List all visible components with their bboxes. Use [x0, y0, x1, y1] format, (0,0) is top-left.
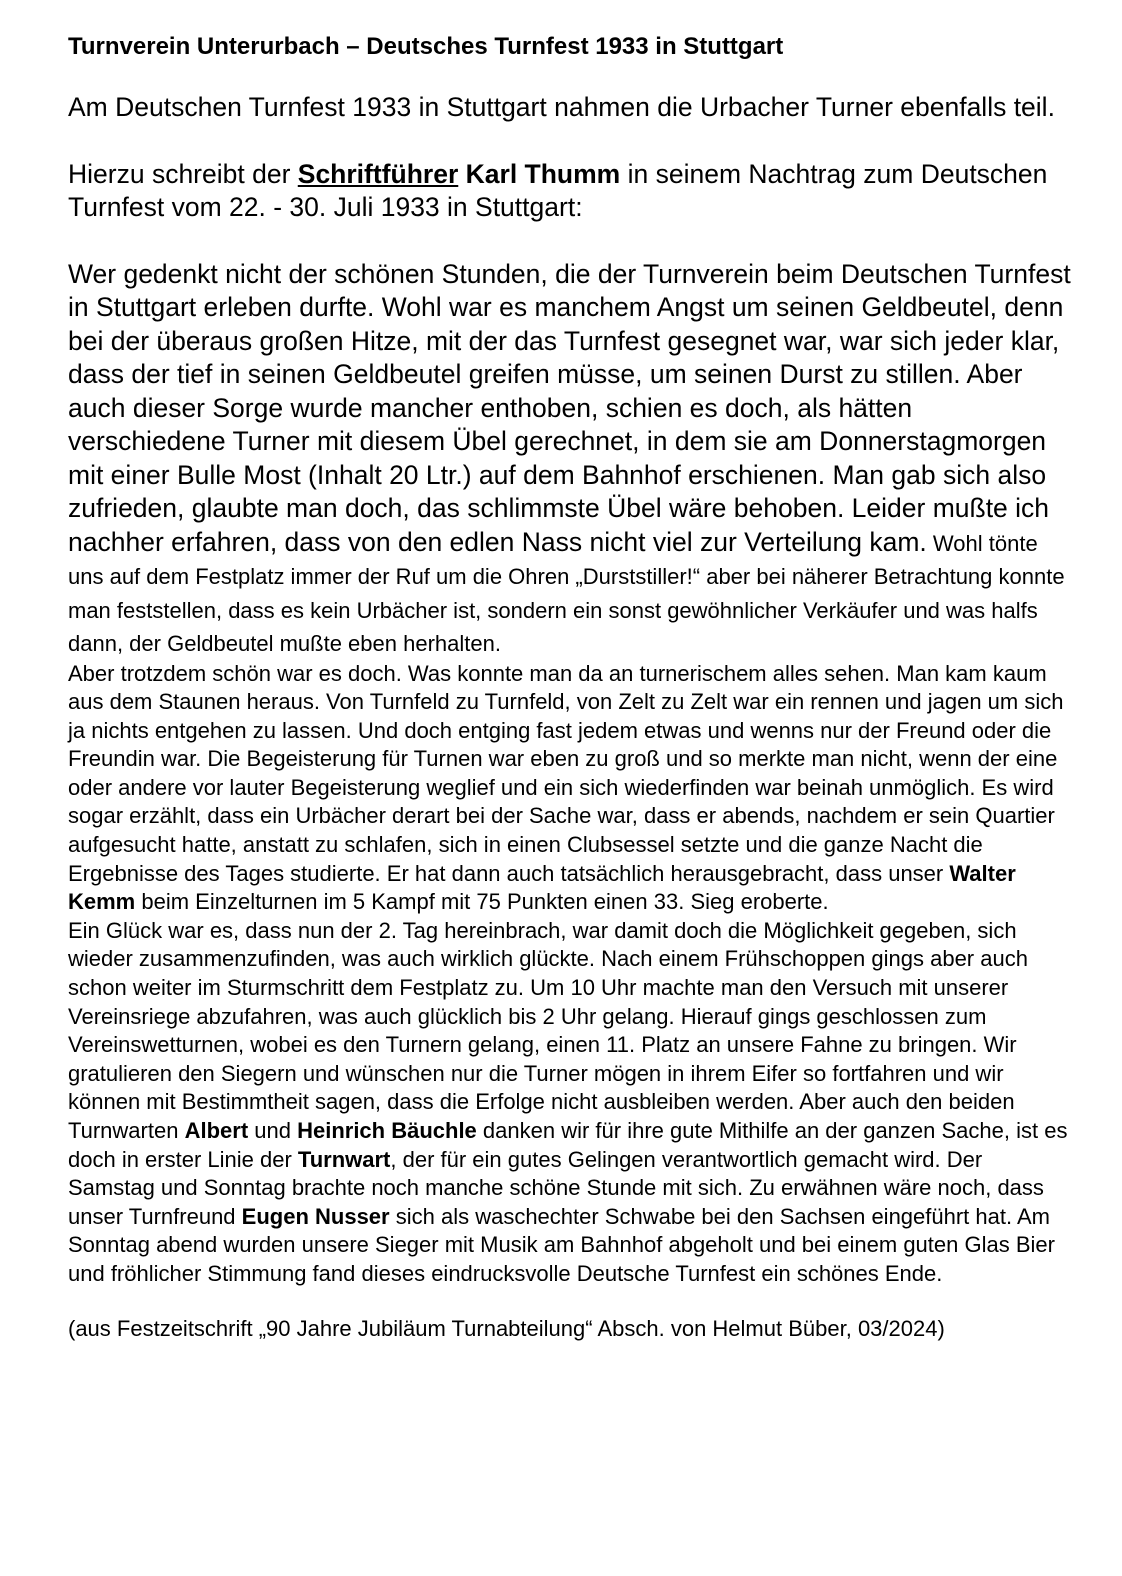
writer-role: Schriftführer [297, 158, 459, 189]
source-note: (aus Festzeitschrift „90 Jahre Jubiläum Turnabteilung“ Absch. von Helmut Büber, 03/2024) [68, 1315, 945, 1341]
writer-paragraph [68, 158, 1072, 225]
writer-name: Karl Thumm [465, 158, 621, 189]
story-small-text: Wohl tönte uns auf dem Festplatz immer der Ruf um die Ohren „Durststiller!“ aber bei näherer Betrachtung konnte man feststellen, dass es kein Urbächer ist, sondern ein sonst gewöhnlicher Verkäufer und was halfs dann, der Geldbeutel mußte eben herhalten. [68, 530, 1065, 656]
second-day-text-4: , der für ein gutes Gelingen verantwortlich gemacht wird. Der Samstag und Sonntag brachte noch manche schöne Stunde mit sich. Zu erwähnen wäre noch, dass unser Turnfreund [68, 1146, 1044, 1229]
festival-name-walter-kemm: Walter Kemm [68, 860, 1016, 915]
second-day-paragraph [68, 917, 1072, 1289]
writer-post-text: in seinem Nachtrag zum Deutschen Turnfest vom 22. - 30. Juli 1933 in Stuttgart: [68, 158, 1048, 222]
writer-pre-text: Hierzu schreibt der [68, 158, 298, 189]
second-day-name-eugen-nusser: Eugen Nusser [241, 1203, 390, 1229]
second-day-name-albert: Albert [184, 1118, 249, 1143]
writer-space [458, 159, 465, 189]
festival-text-2: beim Einzelturnen im 5 Kampf mit 75 Punkten einen 33. Sieg eroberte. [135, 889, 829, 915]
second-day-name-turnwart: Turnwart [297, 1146, 391, 1172]
second-day-text-5: sich als waschechter Schwabe bei den Sachsen eingeführt hat. Am Sonntag abend wurden unsere Sieger mit Musik am Bahnhof abgeholt und bei einem guten Glas Bier und fröhlicher Stimmung fand dieses eindrucksvolle Deutsche Turnfest ein schönes Ende. [68, 1203, 1055, 1286]
document-title: Turnverein Unterurbach – Deutsches Turnfest 1933 in Stuttgart [68, 33, 784, 60]
second-day-text-3: danken wir für ihre gute Mithilfe an der ganzen Sache, ist es doch in erster Linie der [68, 1118, 1068, 1172]
story-paragraph [68, 258, 1072, 660]
festival-text-1: Aber trotzdem schön war es doch. Was konnte man da an turnerischem alles sehen. Man kam kaum aus dem Staunen heraus. Von Turnfeld zu Turnfeld, von Zelt zu Zelt war ein rennen und jagen um sich ja nichts entgehen zu lassen. Und doch entging fast jedem etwas und wenns nur der Freund oder die Freundin war. Die Begeisterung für Turnen war eben zu groß und so merkte man nicht, wenn der eine oder andere vor lauter Begeisterung weglief und ein sich wiederfinden war beinah unmöglich. Es wird sogar erzählt, dass ein Urbächer derart bei der Sache war, dass er abends, nachdem er sein Quartier aufgesucht hatte, anstatt zu schlafen, sich in einen Clubsessel setzte und die ganze Nacht die Ergebnisse des Tages studierte. Er hat dann auch tatsächlich herausgebracht, dass unser [68, 660, 1064, 886]
intro-paragraph: Am Deutschen Turnfest 1933 in Stuttgart nahmen die Urbacher Turner ebenfalls teil. [68, 92, 1055, 122]
second-day-name-heinrich-baeuchle: Heinrich Bäuchle [297, 1118, 477, 1143]
story-large-text: Wer gedenkt nicht der schönen Stunden, die der Turnverein beim Deutschen Turnfest in Stuttgart erleben durfte. Wohl war es manchem Angst um seinen Geldbeutel, denn bei der überaus großen Hitze, mit der das Turnfest gesegnet war, war sich jeder klar, dass der tief in seinen Geldbeutel greifen müsse, um seinen Durst zu stillen. Aber auch dieser Sorge wurde mancher enthoben, schien es doch, als hätten verschiedene Turner mit diesem Übel gerechnet, in dem sie am Donnerstagmorgen mit einer Bulle Most (Inhalt 20 Ltr.) auf dem Bahnhof erschienen. Man gab sich also zufrieden, glaubte man doch, das schlimmste Übel wäre behoben. Leider mußte ich nachher erfahren, dass von den edlen Nass nicht viel zur Verteilung kam. [68, 258, 1071, 557]
festival-paragraph [68, 660, 1072, 917]
second-day-text-2: und [248, 1118, 298, 1143]
second-day-text-1: Ein Glück war es, dass nun der 2. Tag hereinbrach, war damit doch die Möglichkeit gegeben, sich wieder zusammenzufinden, was auch wirklich glückte. Nach einem Frühschoppen gings aber auch schon weiter im Sturmschritt dem Festplatz zu. Um 10 Uhr machte man den Versuch mit unserer Vereinsriege abzufahren, was auch glücklich bis 2 Uhr gelang. Hierauf gings geschlossen zum Vereinswetturnen, wobei es den Turnern gelang, einen 11. Platz an unsere Fahne zu bringen. Wir gratulieren den Siegern und wünschen nur die Turner mögen in ihrem Eifer so fortfahren und wir können mit Bestimmtheit sagen, dass die Erfolge nicht ausbleiben werden. Aber auch den beiden Turnwarten [68, 917, 1028, 1143]
